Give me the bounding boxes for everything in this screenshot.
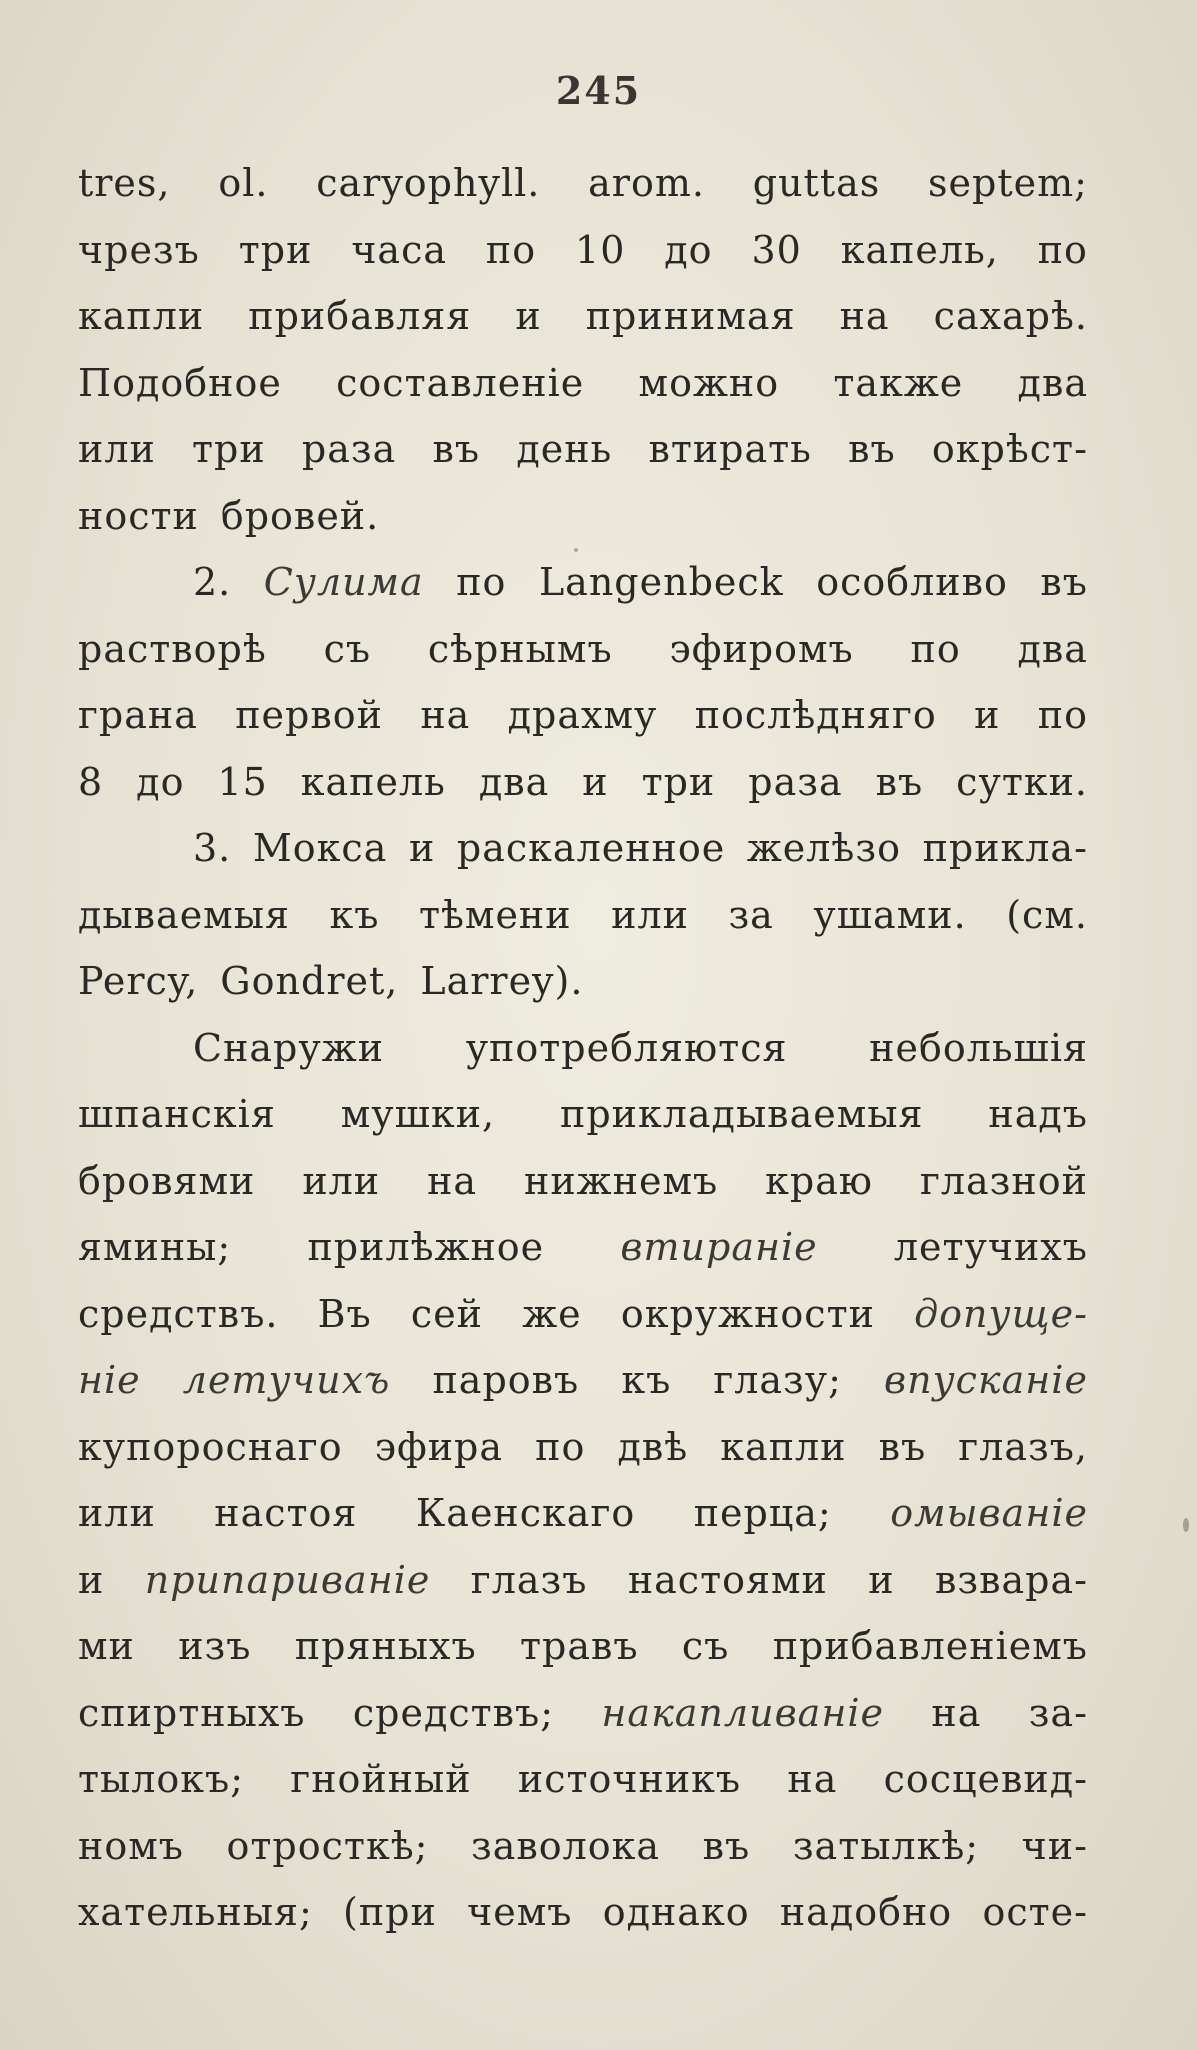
word: капли	[78, 294, 205, 338]
word: Langenbeck	[538, 560, 784, 604]
text-line	[78, 1081, 1088, 1148]
word: чрезъ	[78, 227, 200, 272]
text-line	[78, 948, 1088, 1015]
word: 15	[217, 759, 268, 804]
word: 10	[575, 227, 626, 272]
word: 30	[751, 227, 802, 272]
word: два	[1017, 360, 1088, 405]
word: по	[1037, 227, 1088, 272]
word: и	[78, 1557, 105, 1602]
italic-word: впусканіе	[884, 1358, 1088, 1402]
word: по	[485, 227, 537, 272]
word: также	[833, 360, 964, 405]
word: caryophyll.	[316, 161, 541, 205]
text-line	[78, 1547, 1088, 1614]
word: эфиромъ	[669, 626, 854, 671]
word: однако	[602, 1890, 750, 1934]
word: бровями	[78, 1158, 256, 1203]
text-line	[78, 1746, 1088, 1813]
word: употребляются	[465, 1025, 788, 1070]
word: грана	[78, 693, 198, 737]
text-line	[78, 882, 1088, 949]
text-line	[78, 1148, 1088, 1215]
word: глазу;	[713, 1358, 842, 1402]
word: раскаленное	[456, 826, 726, 870]
word: надобно	[779, 1890, 953, 1934]
text-line	[78, 1480, 1088, 1547]
word: окружности	[620, 1291, 875, 1336]
word: принимая	[585, 294, 796, 338]
word: и	[408, 826, 436, 870]
text-line	[78, 1414, 1088, 1481]
text-line	[78, 1879, 1088, 1946]
word: втирать	[648, 427, 812, 471]
word: прикла-	[922, 826, 1088, 870]
word: осте-	[982, 1890, 1088, 1934]
text-line	[78, 150, 1088, 217]
word: тѣмени	[418, 892, 572, 937]
word: чи-	[1021, 1823, 1088, 1868]
word: septem;	[928, 161, 1088, 205]
word: на	[787, 1757, 838, 1801]
word: день	[516, 427, 613, 471]
text-line	[78, 217, 1088, 284]
word: паровъ	[432, 1358, 580, 1402]
italic-word: омываніе	[890, 1491, 1088, 1535]
word: послѣдняго	[694, 693, 937, 737]
word: ямины;	[78, 1225, 232, 1269]
text-line	[78, 1015, 1088, 1082]
word: или	[78, 1491, 156, 1535]
word: драхму	[507, 693, 658, 737]
word: 8	[78, 759, 104, 804]
word: раза	[748, 759, 843, 804]
word: перца;	[693, 1491, 832, 1535]
word: можно	[638, 360, 780, 405]
word: желѣзо	[746, 826, 901, 870]
word: къ	[329, 892, 380, 937]
word: тылокъ;	[78, 1757, 245, 1801]
italic-word: допуще-	[914, 1291, 1088, 1336]
word: краю	[765, 1158, 873, 1203]
word: окрѣст-	[931, 427, 1088, 471]
word: и	[515, 294, 542, 338]
word: два	[478, 759, 550, 804]
word: капель,	[840, 227, 999, 272]
word: раствoрѣ	[78, 626, 267, 671]
word: tres,	[78, 161, 171, 205]
word: съ	[323, 626, 372, 671]
text-line	[78, 682, 1088, 749]
word: заволока	[471, 1823, 661, 1868]
word: капель	[300, 759, 446, 804]
word: источникъ	[517, 1757, 742, 1801]
word: прилѣжное	[307, 1225, 545, 1269]
text-line	[78, 350, 1088, 417]
word: и	[974, 693, 1001, 737]
word: къ	[621, 1358, 672, 1402]
word: глазъ	[470, 1557, 588, 1602]
italic-word: накапливаніе	[601, 1690, 885, 1735]
word: или	[78, 427, 156, 471]
word: сей	[410, 1291, 484, 1336]
word: или	[302, 1158, 381, 1203]
text-line	[78, 1813, 1088, 1880]
word: arom.	[588, 161, 705, 205]
word: или	[611, 892, 689, 937]
word: Подобное	[78, 360, 282, 405]
word: ности	[78, 493, 199, 538]
word: 3.	[193, 826, 232, 870]
italic-word: летучихъ	[182, 1358, 391, 1402]
word: гнойный	[290, 1757, 472, 1801]
word: ol.	[218, 161, 269, 205]
word: особливо	[816, 560, 1008, 604]
word: 2.	[193, 560, 232, 604]
italic-word: втираніе	[620, 1225, 818, 1269]
word: въ	[1040, 560, 1088, 604]
page-text	[78, 150, 1088, 1946]
word: изъ	[178, 1624, 252, 1668]
word: на	[420, 693, 471, 737]
word: настоя	[214, 1491, 358, 1535]
word: травъ	[519, 1624, 639, 1668]
word: съ	[681, 1624, 730, 1668]
text-line	[78, 1281, 1088, 1348]
word: Gondret,	[220, 959, 399, 1003]
word: по	[910, 626, 961, 671]
text-line	[78, 616, 1088, 683]
word: двѣ	[617, 1424, 689, 1469]
word: три	[238, 227, 313, 272]
word: на	[839, 294, 890, 338]
word: на	[931, 1690, 982, 1735]
word: спиртныхъ	[78, 1690, 306, 1735]
word: раза	[301, 427, 397, 471]
text-line	[78, 283, 1088, 350]
word: Снаружи	[193, 1025, 385, 1070]
word: за-	[1028, 1690, 1088, 1735]
word: надъ	[988, 1092, 1088, 1136]
word: дываемыя	[78, 892, 290, 937]
word: глазъ,	[958, 1424, 1088, 1469]
word: въ	[875, 759, 924, 804]
italic-word: ніе	[78, 1358, 141, 1402]
word: средствъ;	[352, 1690, 555, 1735]
word: мушки,	[340, 1092, 496, 1136]
word: номъ	[78, 1823, 184, 1868]
word: же	[522, 1291, 582, 1336]
text-line	[78, 483, 1088, 550]
word: Percy,	[78, 959, 199, 1003]
word: нижнемъ	[524, 1158, 719, 1203]
word: настоями	[627, 1557, 828, 1602]
word: чемъ	[467, 1890, 573, 1934]
italic-word: припариваніе	[144, 1557, 431, 1602]
text-line	[78, 1613, 1088, 1680]
word: и	[868, 1557, 895, 1602]
word: сѣрнымъ	[427, 626, 613, 671]
text-line	[78, 749, 1088, 816]
word: guttas	[752, 161, 881, 205]
word: два	[1017, 626, 1088, 671]
text-line	[78, 815, 1088, 882]
word: пряныхъ	[294, 1624, 477, 1668]
text-line	[78, 1680, 1088, 1747]
word: сосцевид-	[883, 1757, 1088, 1801]
word: отросткѣ;	[226, 1823, 429, 1868]
word: и	[582, 759, 609, 804]
word: составленіе	[336, 360, 585, 405]
word: хательныя;	[78, 1890, 313, 1934]
word: летучихъ	[893, 1225, 1088, 1269]
word: часа	[351, 227, 448, 272]
word: до	[136, 759, 185, 804]
word: на	[427, 1158, 478, 1203]
word: капли	[720, 1424, 847, 1469]
word: по	[535, 1424, 586, 1469]
word: купороснаго	[78, 1424, 343, 1469]
word: три	[641, 759, 716, 804]
text-line	[78, 549, 1088, 616]
word: въ	[432, 427, 481, 471]
word: Каенскаго	[415, 1491, 636, 1535]
word: въ	[878, 1424, 927, 1469]
word: (при	[343, 1890, 437, 1934]
word: взвара-	[934, 1557, 1088, 1602]
word: затылкѣ;	[792, 1823, 980, 1868]
word: за	[728, 892, 774, 937]
word: шпанскія	[78, 1092, 276, 1136]
italic-word: Сулима	[263, 560, 424, 604]
word: Larrey).	[420, 959, 584, 1003]
page-number: 245	[555, 68, 642, 113]
word: глазной	[919, 1158, 1088, 1203]
word: до	[664, 227, 713, 272]
word: (см.	[1006, 892, 1088, 937]
word: по	[1037, 693, 1088, 737]
word: эфира	[374, 1424, 504, 1469]
word: прикладываемыя	[560, 1092, 924, 1136]
word: ушами.	[813, 892, 967, 937]
word: средствъ.	[78, 1291, 279, 1336]
word: въ	[702, 1823, 751, 1868]
word: Въ	[317, 1291, 372, 1336]
word: Мокса	[252, 826, 388, 870]
word: небольшія	[869, 1025, 1088, 1070]
word: сахарѣ.	[933, 294, 1088, 338]
word: сутки.	[956, 759, 1088, 804]
word: прибавляя	[248, 294, 472, 338]
paper-speck	[574, 548, 578, 552]
word: первой	[235, 693, 383, 737]
word: три	[192, 427, 266, 471]
word: ми	[78, 1624, 135, 1668]
word: прибавленіемъ	[772, 1624, 1088, 1668]
word: въ	[848, 427, 896, 471]
text-line	[78, 416, 1088, 483]
word: бровей.	[220, 493, 380, 538]
text-line	[78, 1214, 1088, 1281]
word: по	[456, 560, 507, 604]
text-line	[78, 1347, 1088, 1414]
paper-speck	[1183, 1518, 1189, 1532]
